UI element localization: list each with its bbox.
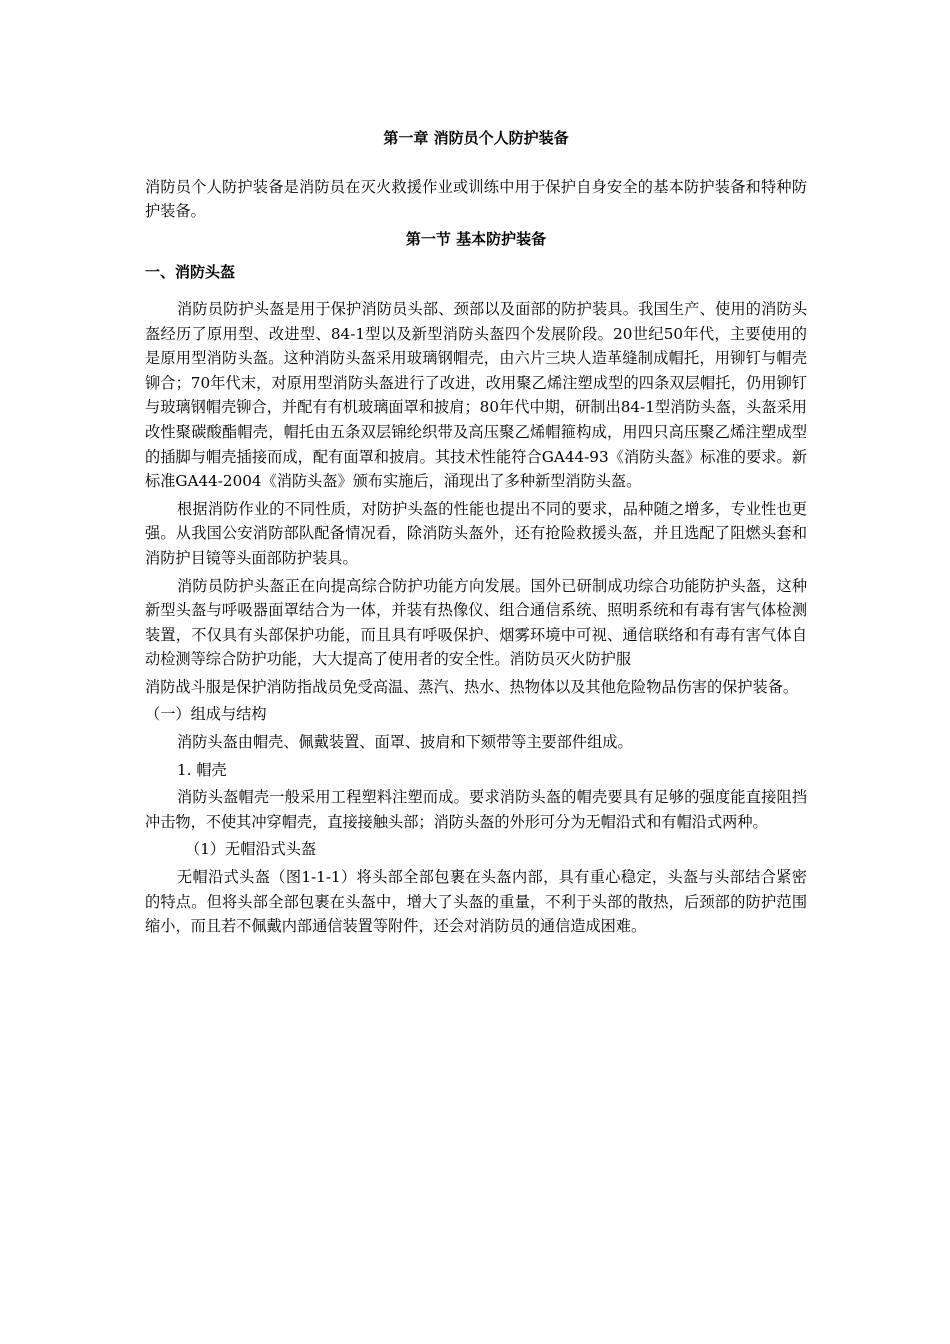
- paragraph-fight-suit: 消防战斗服是保护消防指战员免受高温、蒸汽、热水、热物体以及其他危险物品伤害的保护装备。: [145, 677, 799, 696]
- paragraph-composition: 消防头盔由帽壳、佩戴装置、面罩、披肩和下颏带等主要部件组成。: [177, 733, 633, 752]
- paragraph-helmet-types: 根据消防作业的不同性质，对防护头盔的性能也提出不同的要求，品种随之增多，专业性也更强。从我国公安消防部队配备情况看，除消防头盔外，还有抢险救援头盔，并且选配了阻燃头套和消防护目镜等头面部防护装具。: [145, 499, 807, 567]
- item-shell-heading: 1. 帽壳: [177, 760, 227, 779]
- subheading-composition: （一）组成与结构: [145, 705, 267, 724]
- intro-paragraph: 消防员个人防护装备是消防员在灭火救援作业或训练中用于保护自身安全的基本防护装备和特种防护装备。: [145, 177, 807, 221]
- section-title: 第一节 基本防护装备: [405, 229, 547, 248]
- document-body: [145, 126, 807, 942]
- paragraph-helmet-development: 消防员防护头盔正在向提高综合防护功能方向发展。国外已研制成功综合功能防护头盔，这种新型头盔与呼吸器面罩结合为一体，并装有热像仪、组合通信系统、照明系统和有毒有害气体检测装置，不仅具有头部保护功能，而且具有呼吸保护、烟雾环境中可视、通信联络和有毒有害气体自动检测等综合防护功能，大大提高了使用者的安全性。消防员灭火防护服: [145, 576, 807, 669]
- item-brimless-heading: （1）无帽沿式头盔: [185, 840, 317, 859]
- chapter-title: 第一章 消防员个人防护装备: [383, 129, 569, 147]
- paragraph-helmet-history: 消防员防护头盔是用于保护消防员头部、颈部以及面部的防护装具。我国生产、使用的消防头盔经历了原用型、改进型、84-1型以及新型消防头盔四个发展阶段。20世纪50年代，主要使用的是原用型消防头盔。这种消防头盔采用玻璃钢帽壳，由六片三块人造革缝制成帽托，用铆钉与帽壳铆合；70年代末，对原用型消防头盔进行了改进，改用聚乙烯注塑成型的四条双层帽托，仍用铆钉与玻璃钢帽壳铆合，并配有有机玻璃面罩和披肩；80年代中期，研制出84-1型消防头盔，头盔采用改性聚碳酸酯帽壳，帽托由五条双层锦纶织带及高压聚乙烯帽箍构成，用四只高压聚乙烯注塑成型的插脚与帽壳插接而成，配有面罩和披肩。其技术性能符合GA44-93《消防头盔》标准的要求。新标准GA44-2004《消防头盔》颁布实施后，涌现出了多种新型消防头盔。: [145, 299, 807, 491]
- paragraph-brimless: 无帽沿式头盔（图1-1-1）将头部全部包裹在头盔内部，具有重心稳定，头盔与头部结合紧密的特点。但将头部全部包裹在头盔中，增大了头盔的重量，不利于头部的散热，后颈部的防护范围缩小，而且若不佩戴内部通信装置等附件，还会对消防员的通信造成困难。: [145, 868, 807, 936]
- heading-fire-helmet: 一、消防头盔: [145, 263, 236, 282]
- paragraph-shell: 消防头盔帽壳一般采用工程塑料注塑而成。要求消防头盔的帽壳要具有足够的强度能直接阻挡冲击物，不使其冲穿帽壳，直接接触头部；消防头盔的外形可分为无帽沿式和有帽沿式两种。: [145, 788, 807, 831]
